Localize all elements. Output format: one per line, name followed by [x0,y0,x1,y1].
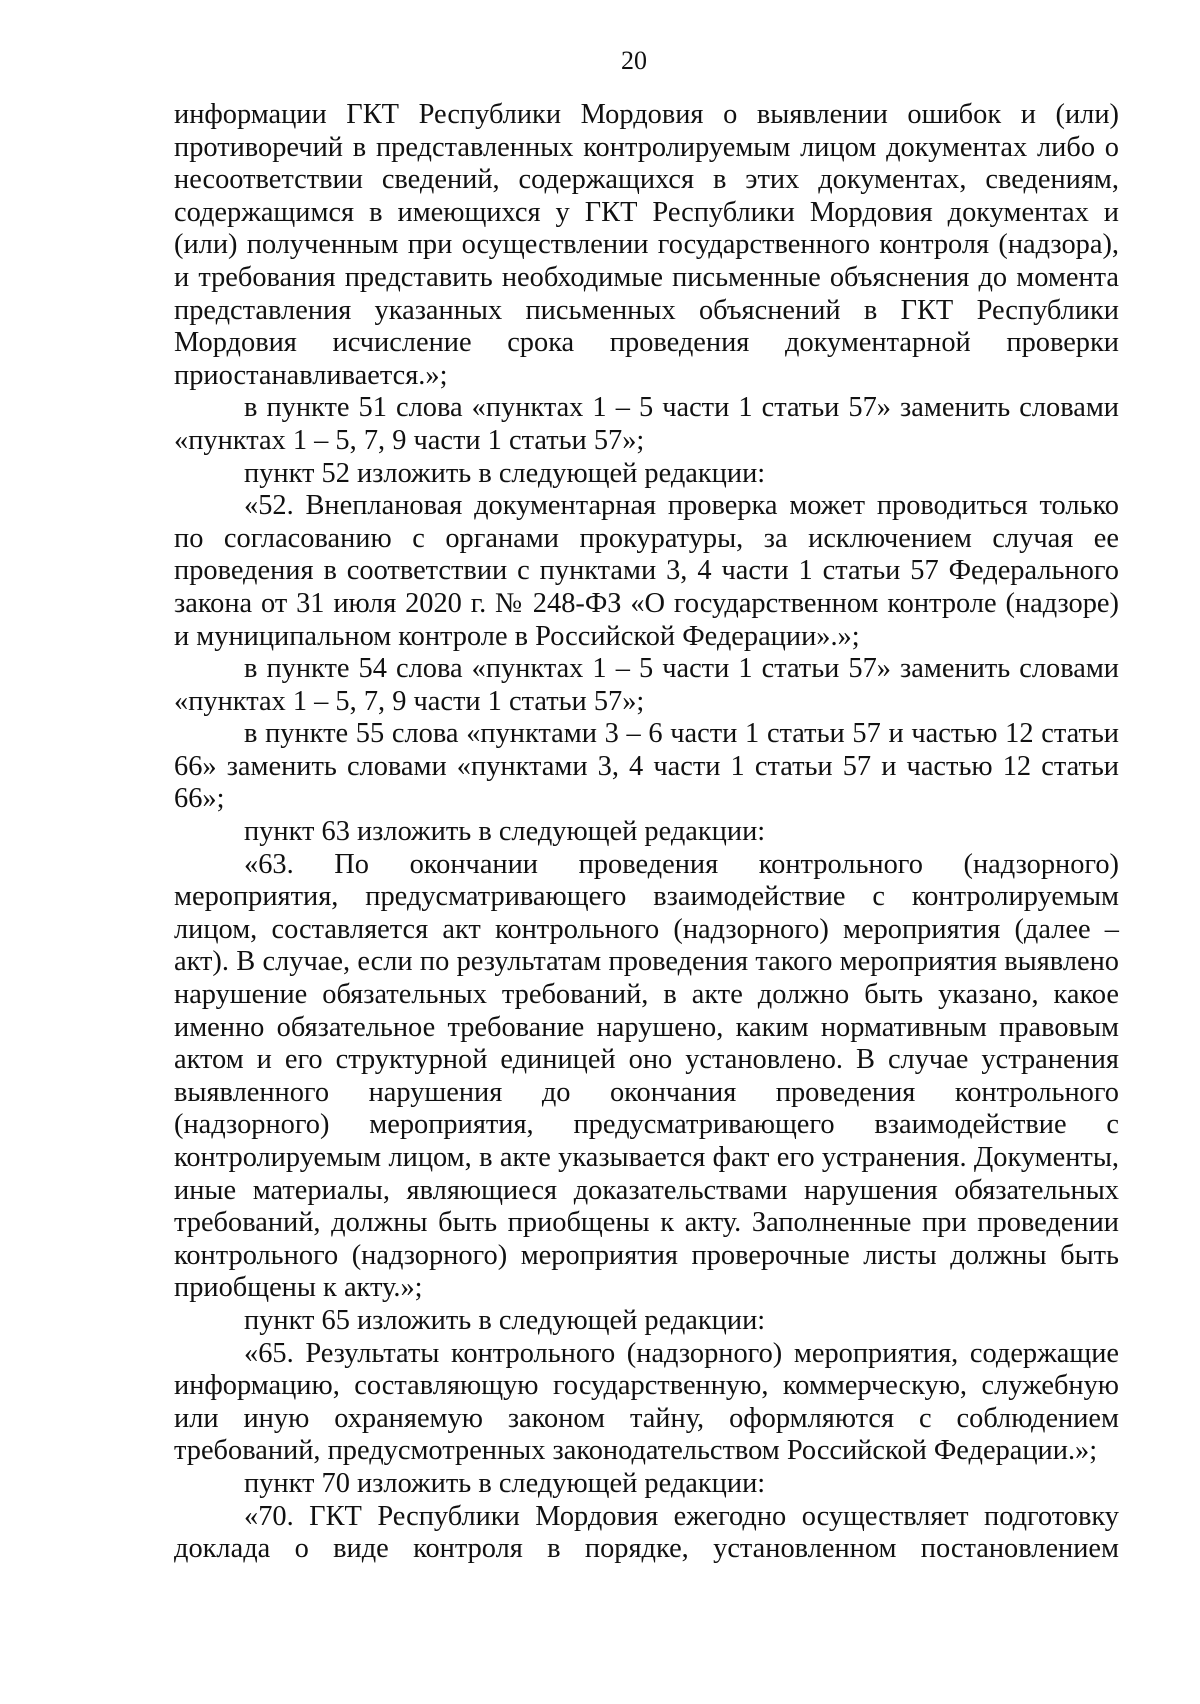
paragraph: информации ГКТ Республики Мордовия о выявлении ошибок и (или) противоречий в представленных контролируемым лицом документах либо о несоответствии сведений, содержащихся в этих документах, сведениям, содержащимся в имеющихся у ГКТ Республики Мордовия документах и (или) полученным при осуществлении государственного контроля (надзора), и требования представить необходимые письменные объяснения до момента представления указанных письменных объяснений в ГКТ Республики Мордовия исчисление срока проведения документарной проверки приостанавливается.»; [174,99,1119,391]
paragraph: «65. Результаты контрольного (надзорного) мероприятия, содержащие информацию, составляющую государственную, коммерческую, служебную или иную охраняемую законом тайну, оформляются с соблюдением требований, предусмотренных законодательством Российской Федерации.»; [174,1337,1119,1467]
paragraph: пункт 52 изложить в следующей редакции: [244,457,766,489]
paragraph: «52. Внеплановая документарная проверка может проводиться только по согласованию с органами прокуратуры, за исключением случая ее проведения в соответствии с пунктами 3, 4 части 1 статьи 57 Федерального закона от 31 июля 2020 г. № 248-ФЗ «О государственном контроле (надзоре) и муниципальном контроле в Российской Федерации».»; [174,490,1119,652]
paragraph: в пункте 55 слова «пунктами 3 – 6 части 1 статьи 57 и частью 12 статьи 66» заменить словами «пунктами 3, 4 части 1 статьи 57 и частью 12 статьи 66»; [174,718,1119,815]
page-number: 20 [621,46,647,75]
document-body [174,99,1119,1566]
paragraph: пункт 70 изложить в следующей редакции: [244,1467,766,1499]
paragraph: пункт 63 изложить в следующей редакции: [244,816,766,848]
paragraph: «63. По окончании проведения контрольного (надзорного) мероприятия, предусматривающего взаимодействие с контролируемым лицом, составляется акт контрольного (надзорного) мероприятия (далее – акт). В случае, если по результатам проведения такого мероприятия выявлено нарушение обязательных требований, в акте должно быть указано, какое именно обязательное требование нарушено, каким нормативным правовым актом и его структурной единицей оно установлено. В случае устранения выявленного нарушения до окончания проведения контрольного (надзорного) мероприятия, предусматривающего взаимодействие с контролируемым лицом, в акте указывается факт его устранения. Документы, иные материалы, являющиеся доказательствами нарушения обязательных требований, должны быть приобщены к акту. Заполненные при проведении контрольного (надзорного) мероприятия проверочные листы должны быть приобщены к акту.»; [174,848,1119,1304]
paragraph: «70. ГКТ Республики Мордовия ежегодно осуществляет подготовку доклада о виде контроля в порядке, установленном постановлением [174,1500,1119,1565]
paragraph: в пункте 51 слова «пунктах 1 – 5 части 1 статьи 57» заменить словами «пунктах 1 – 5, 7, 9 части 1 статьи 57»; [174,392,1119,456]
paragraph: пункт 65 изложить в следующей редакции: [244,1304,766,1336]
paragraph: в пункте 54 слова «пунктах 1 – 5 части 1 статьи 57» заменить словами «пунктах 1 – 5, 7, 9 части 1 статьи 57»; [174,653,1119,717]
